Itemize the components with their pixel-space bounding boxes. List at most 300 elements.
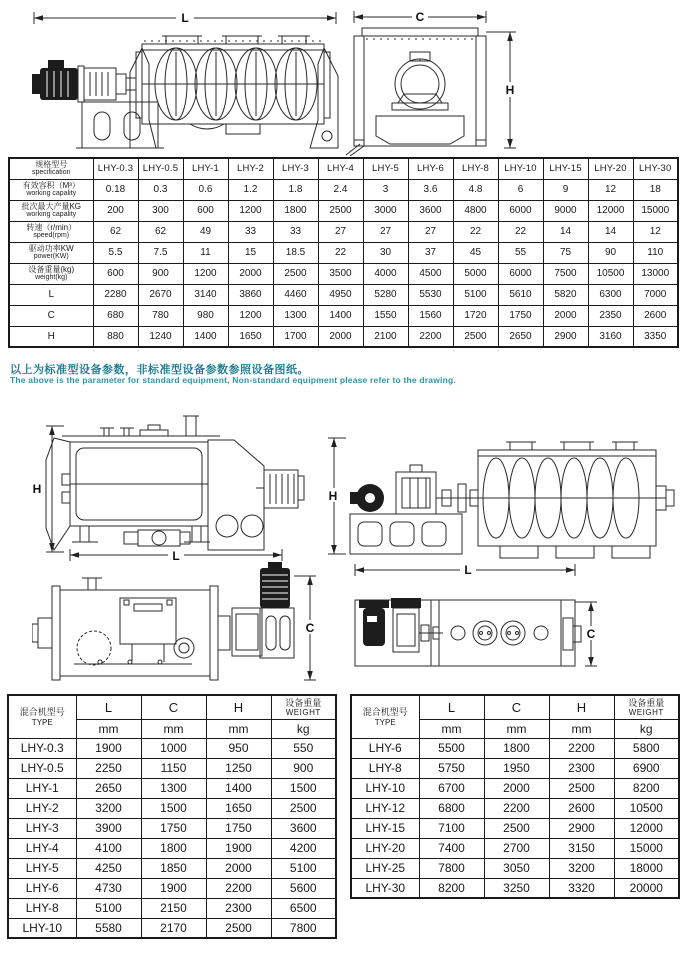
spec-row	[9, 179, 678, 200]
col-header-C: C	[484, 695, 549, 719]
spec-value-cell: 12000	[588, 200, 633, 221]
spec-value-cell: 1200	[183, 263, 228, 284]
spec-value-cell: 3350	[633, 326, 678, 347]
dim-row	[8, 898, 336, 918]
dim-value-cell: 2500	[206, 918, 271, 938]
spec-value-cell: 22	[498, 221, 543, 242]
spec-value-cell: 110	[633, 242, 678, 263]
spec-value-cell: 27	[363, 221, 408, 242]
dim-value-cell: 3150	[549, 838, 614, 858]
row-label-cell: 转速（r/min） speed(rpm)	[9, 221, 93, 242]
dim-row	[8, 738, 336, 758]
spec-value-cell: 45	[453, 242, 498, 263]
dim-value-cell: 1950	[484, 758, 549, 778]
dim-value-cell: 5800	[614, 738, 679, 758]
dim-value-cell: 3050	[484, 858, 549, 878]
mixing-drum	[130, 36, 338, 148]
spec-value-cell: 2200	[408, 326, 453, 347]
type-header-cell: 混合机型号 TYPE	[351, 695, 419, 738]
dim-value-cell: 5580	[76, 918, 141, 938]
spec-value-cell: 1560	[408, 305, 453, 326]
unit-mm: mm	[141, 719, 206, 738]
dim-value-cell: 6900	[614, 758, 679, 778]
spec-value-cell: 200	[93, 200, 138, 221]
model-header-cell: LHY-20	[588, 158, 633, 179]
dim-value-cell: 10500	[614, 798, 679, 818]
dim-value-cell: 1300	[141, 778, 206, 798]
specification-table	[8, 157, 679, 348]
spec-value-cell: 600	[93, 263, 138, 284]
unit-kg: kg	[614, 719, 679, 738]
model-cell: LHY-6	[8, 878, 76, 898]
spec-value-cell: 1800	[273, 200, 318, 221]
dim-label-width: C	[586, 627, 596, 641]
model-cell: LHY-6	[351, 738, 419, 758]
model-header-cell: LHY-15	[543, 158, 588, 179]
dim-value-cell: 2500	[484, 818, 549, 838]
col-header-weight: 设备重量 WEIGHT	[271, 695, 336, 719]
dim-row	[351, 758, 679, 778]
mixing-drum	[46, 416, 220, 550]
spec-value-cell: 2280	[93, 284, 138, 305]
type-header-cell: 混合机型号 TYPE	[8, 695, 76, 738]
spec-value-cell: 4.8	[453, 179, 498, 200]
dim-value-cell: 1750	[206, 818, 271, 838]
spec-value-cell: 6000	[498, 263, 543, 284]
dim-value-cell: 6700	[419, 778, 484, 798]
dim-row	[8, 758, 336, 778]
dim-value-cell: 6500	[271, 898, 336, 918]
model-cell: LHY-4	[8, 838, 76, 858]
dim-value-cell: 1800	[141, 838, 206, 858]
spec-value-cell: 4000	[363, 263, 408, 284]
model-cell: LHY-8	[351, 758, 419, 778]
spec-value-cell: 2600	[633, 305, 678, 326]
dim-value-cell: 12000	[614, 818, 679, 838]
col-header-H: H	[549, 695, 614, 719]
spec-value-cell: 2000	[318, 326, 363, 347]
row-label-cell: C	[9, 305, 93, 326]
dim-value-cell: 2700	[484, 838, 549, 858]
spec-value-cell: 27	[408, 221, 453, 242]
spec-value-cell: 1200	[228, 305, 273, 326]
row-label-cell: 设备重量(kg) weight(kg)	[9, 263, 93, 284]
spec-value-cell: 1300	[273, 305, 318, 326]
spec-value-cell: 9	[543, 179, 588, 200]
motor-icon	[350, 484, 384, 512]
spec-value-cell: 4950	[318, 284, 363, 305]
spec-value-cell: 11	[183, 242, 228, 263]
model-header-cell: LHY-4	[318, 158, 363, 179]
spec-value-cell: 33	[273, 221, 318, 242]
unit-mm: mm	[76, 719, 141, 738]
bearing-circle	[395, 59, 445, 109]
dim-value-cell: 5750	[419, 758, 484, 778]
spec-value-cell: 1.2	[228, 179, 273, 200]
spec-value-cell: 62	[138, 221, 183, 242]
dim-value-cell: 2650	[76, 778, 141, 798]
spec-value-cell: 2670	[138, 284, 183, 305]
spec-value-cell: 9000	[543, 200, 588, 221]
spec-value-cell: 4500	[408, 263, 453, 284]
row-label-cell: H	[9, 326, 93, 347]
unit-mm: mm	[206, 719, 271, 738]
drawing-side-view-helix-mixer	[324, 420, 680, 562]
drawing-end-view-mixer	[336, 8, 526, 156]
dim-header-row	[351, 695, 679, 719]
dim-label-length: L	[181, 11, 189, 25]
model-cell: LHY-0.5	[8, 758, 76, 778]
spec-value-cell: 1.8	[273, 179, 318, 200]
dim-value-cell: 7100	[419, 818, 484, 838]
spec-value-cell: 5.5	[93, 242, 138, 263]
dim-value-cell: 5100	[76, 898, 141, 918]
spec-value-cell: 2100	[363, 326, 408, 347]
spec-value-cell: 5820	[543, 284, 588, 305]
dim-row	[8, 918, 336, 938]
gearbox	[78, 66, 136, 102]
spec-value-cell: 14	[543, 221, 588, 242]
model-cell: LHY-3	[8, 818, 76, 838]
spec-value-cell: 2900	[543, 326, 588, 347]
dim-value-cell: 1900	[76, 738, 141, 758]
spec-value-cell: 3	[363, 179, 408, 200]
dim-row	[8, 858, 336, 878]
dim-value-cell: 2900	[549, 818, 614, 838]
dim-row	[8, 798, 336, 818]
dim-row	[8, 818, 336, 838]
unit-mm: mm	[419, 719, 484, 738]
unit-mm: mm	[484, 719, 549, 738]
spec-value-cell: 22	[453, 221, 498, 242]
spec-value-cell: 62	[93, 221, 138, 242]
dim-row	[351, 778, 679, 798]
spec-value-cell: 6	[498, 179, 543, 200]
spec-value-cell: 3.6	[408, 179, 453, 200]
dim-value-cell: 1750	[141, 818, 206, 838]
dim-value-cell: 4100	[76, 838, 141, 858]
dim-label-width: C	[415, 10, 425, 24]
model-cell: LHY-15	[351, 818, 419, 838]
spec-row	[9, 242, 678, 263]
spec-corner-cell: 规格型号 specification	[9, 158, 93, 179]
spec-value-cell: 5610	[498, 284, 543, 305]
dim-value-cell: 2000	[206, 858, 271, 878]
model-header-cell: LHY-3	[273, 158, 318, 179]
dim-value-cell: 1900	[141, 878, 206, 898]
dim-value-cell: 2300	[206, 898, 271, 918]
dim-value-cell: 2500	[271, 798, 336, 818]
spec-value-cell: 10500	[588, 263, 633, 284]
dim-value-cell: 1400	[206, 778, 271, 798]
model-cell: LHY-30	[351, 878, 419, 898]
dimension-line-H	[46, 426, 64, 552]
row-label-cell: 驱动功率KW power(KW)	[9, 242, 93, 263]
dim-row	[8, 838, 336, 858]
spec-value-cell: 3600	[408, 200, 453, 221]
dim-row	[8, 878, 336, 898]
drawing-side-view-ribbon-mixer	[30, 8, 340, 156]
drive-frame-gearbox	[208, 440, 304, 550]
dim-label-length: L	[172, 549, 180, 563]
spec-value-cell: 49	[183, 221, 228, 242]
dim-value-cell: 1250	[206, 758, 271, 778]
spec-value-cell: 7500	[543, 263, 588, 284]
dim-value-cell: 900	[271, 758, 336, 778]
spec-value-cell: 880	[93, 326, 138, 347]
spec-value-cell: 15	[228, 242, 273, 263]
dim-value-cell: 5100	[271, 858, 336, 878]
spec-value-cell: 5000	[453, 263, 498, 284]
row-label-cell: 有效容积（M³） working capality	[9, 179, 93, 200]
dim-value-cell: 6800	[419, 798, 484, 818]
dim-value-cell: 2000	[484, 778, 549, 798]
spec-value-cell: 15000	[633, 200, 678, 221]
motor-icon	[260, 562, 290, 608]
dim-value-cell: 1900	[206, 838, 271, 858]
spec-value-cell: 0.3	[138, 179, 183, 200]
dim-value-cell: 2150	[141, 898, 206, 918]
spec-value-cell: 0.18	[93, 179, 138, 200]
dim-value-cell: 4250	[76, 858, 141, 878]
dim-value-cell: 2600	[549, 798, 614, 818]
row-label-cell: L	[9, 284, 93, 305]
dim-value-cell: 3200	[76, 798, 141, 818]
spec-value-cell: 3140	[183, 284, 228, 305]
dim-value-cell: 18000	[614, 858, 679, 878]
spec-value-cell: 4460	[273, 284, 318, 305]
spec-value-cell: 2.4	[318, 179, 363, 200]
dim-value-cell: 8200	[419, 878, 484, 898]
spec-value-cell: 1550	[363, 305, 408, 326]
dim-value-cell: 3900	[76, 818, 141, 838]
dim-row	[351, 878, 679, 898]
model-header-cell: LHY-10	[498, 158, 543, 179]
spec-value-cell: 1750	[498, 305, 543, 326]
spec-value-cell: 18	[633, 179, 678, 200]
spec-value-cell: 18.5	[273, 242, 318, 263]
model-cell: LHY-25	[351, 858, 419, 878]
spec-row	[9, 221, 678, 242]
spec-row	[9, 326, 678, 347]
dim-value-cell: 2170	[141, 918, 206, 938]
dim-value-cell: 5600	[271, 878, 336, 898]
model-cell: LHY-20	[351, 838, 419, 858]
spec-value-cell: 1400	[318, 305, 363, 326]
spec-value-cell: 12	[633, 221, 678, 242]
model-header-cell: LHY-2	[228, 158, 273, 179]
model-header-cell: LHY-5	[363, 158, 408, 179]
model-header-cell: LHY-1	[183, 158, 228, 179]
spec-value-cell: 1200	[228, 200, 273, 221]
dim-label-height: H	[328, 489, 338, 503]
dim-row	[351, 858, 679, 878]
mixing-drum	[478, 442, 674, 558]
spec-value-cell: 1240	[138, 326, 183, 347]
dim-row	[351, 818, 679, 838]
spec-value-cell: 3500	[318, 263, 363, 284]
trough-body	[355, 600, 581, 666]
model-cell: LHY-8	[8, 898, 76, 918]
spec-value-cell: 22	[318, 242, 363, 263]
dim-value-cell: 1800	[484, 738, 549, 758]
spec-value-cell: 1700	[273, 326, 318, 347]
spec-value-cell: 6000	[498, 200, 543, 221]
dim-label-height: H	[505, 83, 515, 97]
drawing-top-view-mixer-left	[32, 560, 332, 690]
dim-value-cell: 15000	[614, 838, 679, 858]
dim-label-width: C	[305, 621, 315, 635]
dim-value-cell: 2200	[549, 738, 614, 758]
model-cell: LHY-5	[8, 858, 76, 878]
model-cell: LHY-10	[8, 918, 76, 938]
drive-stand	[76, 102, 164, 148]
dim-value-cell: 2200	[206, 878, 271, 898]
drawing-top-view-mixer-right	[343, 560, 683, 690]
drive-base	[350, 514, 462, 554]
spec-value-cell: 2500	[318, 200, 363, 221]
dim-value-cell: 7800	[419, 858, 484, 878]
col-header-weight: 设备重量 WEIGHT	[614, 695, 679, 719]
note-english: The above is the parameter for standard equipment, Non-standard equipment please refer to the drawing.	[10, 375, 456, 385]
dim-value-cell: 1500	[271, 778, 336, 798]
spec-value-cell: 1400	[183, 326, 228, 347]
spec-value-cell: 33	[228, 221, 273, 242]
gearbox	[391, 598, 443, 652]
spec-value-cell: 600	[183, 200, 228, 221]
dim-value-cell: 1000	[141, 738, 206, 758]
dim-value-cell: 550	[271, 738, 336, 758]
dim-value-cell: 8200	[614, 778, 679, 798]
model-cell: LHY-0.3	[8, 738, 76, 758]
dim-value-cell: 4200	[271, 838, 336, 858]
dim-row	[351, 838, 679, 858]
model-cell: LHY-12	[351, 798, 419, 818]
spec-value-cell: 30	[363, 242, 408, 263]
spec-value-cell: 27	[318, 221, 363, 242]
spec-value-cell: 4800	[453, 200, 498, 221]
gearbox	[396, 465, 478, 514]
model-header-cell: LHY-6	[408, 158, 453, 179]
spec-value-cell: 980	[183, 305, 228, 326]
spec-value-cell: 5280	[363, 284, 408, 305]
spec-value-cell: 2350	[588, 305, 633, 326]
dim-value-cell: 4730	[76, 878, 141, 898]
spec-value-cell: 1650	[228, 326, 273, 347]
spec-value-cell: 3860	[228, 284, 273, 305]
machine-body	[346, 28, 486, 156]
dim-value-cell: 7800	[271, 918, 336, 938]
trough-body	[32, 578, 218, 680]
discharge-valve	[124, 530, 190, 546]
spec-value-cell: 75	[543, 242, 588, 263]
row-label-cell: 批次最大产量KG working capality	[9, 200, 93, 221]
dim-value-cell: 20000	[614, 878, 679, 898]
spec-value-cell: 5100	[453, 284, 498, 305]
model-header-cell: LHY-30	[633, 158, 678, 179]
spec-value-cell: 0.6	[183, 179, 228, 200]
unit-mm: mm	[549, 719, 614, 738]
dim-value-cell: 3200	[549, 858, 614, 878]
spec-row	[9, 284, 678, 305]
col-header-H: H	[206, 695, 271, 719]
dim-value-cell: 2200	[484, 798, 549, 818]
spec-value-cell: 7.5	[138, 242, 183, 263]
spec-value-cell: 2500	[273, 263, 318, 284]
dim-value-cell: 2300	[549, 758, 614, 778]
model-header-cell: LHY-8	[453, 158, 498, 179]
spec-value-cell: 3000	[363, 200, 408, 221]
dim-label-length: L	[464, 563, 472, 577]
spec-value-cell: 14	[588, 221, 633, 242]
dimension-table-left	[7, 694, 337, 939]
spec-value-cell: 2000	[543, 305, 588, 326]
dim-value-cell: 1850	[141, 858, 206, 878]
drive-assembly	[218, 608, 294, 658]
dim-value-cell: 3600	[271, 818, 336, 838]
spec-value-cell: 300	[138, 200, 183, 221]
spec-row	[9, 263, 678, 284]
dim-value-cell: 2500	[549, 778, 614, 798]
spec-value-cell: 900	[138, 263, 183, 284]
spec-value-cell: 13000	[633, 263, 678, 284]
dim-row	[351, 738, 679, 758]
spec-value-cell: 90	[588, 242, 633, 263]
dim-value-cell: 7400	[419, 838, 484, 858]
spec-row	[9, 305, 678, 326]
model-header-cell: LHY-0.5	[138, 158, 183, 179]
dim-value-cell: 1150	[141, 758, 206, 778]
model-cell: LHY-1	[8, 778, 76, 798]
spec-value-cell: 55	[498, 242, 543, 263]
col-header-L: L	[76, 695, 141, 719]
spec-value-cell: 37	[408, 242, 453, 263]
spec-value-cell: 2650	[498, 326, 543, 347]
spec-value-cell: 5530	[408, 284, 453, 305]
spec-value-cell: 3160	[588, 326, 633, 347]
dim-value-cell: 2250	[76, 758, 141, 778]
col-header-L: L	[419, 695, 484, 719]
model-header-cell: LHY-0.3	[93, 158, 138, 179]
spec-value-cell: 1720	[453, 305, 498, 326]
dim-value-cell: 950	[206, 738, 271, 758]
spec-value-cell: 12	[588, 179, 633, 200]
drawing-side-view-plough-mixer	[20, 404, 320, 564]
dim-label-height: H	[32, 482, 42, 496]
spec-value-cell: 2500	[453, 326, 498, 347]
motor-icon	[359, 600, 389, 646]
spec-value-cell: 680	[93, 305, 138, 326]
dim-value-cell: 1650	[206, 798, 271, 818]
dim-header-row	[8, 695, 336, 719]
motor-icon	[32, 60, 78, 100]
spec-value-cell: 6300	[588, 284, 633, 305]
spec-value-cell: 2000	[228, 263, 273, 284]
model-cell: LHY-2	[8, 798, 76, 818]
dim-row	[351, 798, 679, 818]
dimension-table-right	[350, 694, 680, 899]
note-chinese: 以上为标准型设备参数，非标准型设备参数参照设备图纸。	[10, 364, 309, 376]
dim-value-cell: 3320	[549, 878, 614, 898]
col-header-C: C	[141, 695, 206, 719]
dim-value-cell: 1500	[141, 798, 206, 818]
model-cell: LHY-10	[351, 778, 419, 798]
dim-row	[8, 778, 336, 798]
spec-value-cell: 7000	[633, 284, 678, 305]
dim-value-cell: 5500	[419, 738, 484, 758]
spec-value-cell: 780	[138, 305, 183, 326]
dim-value-cell: 3250	[484, 878, 549, 898]
